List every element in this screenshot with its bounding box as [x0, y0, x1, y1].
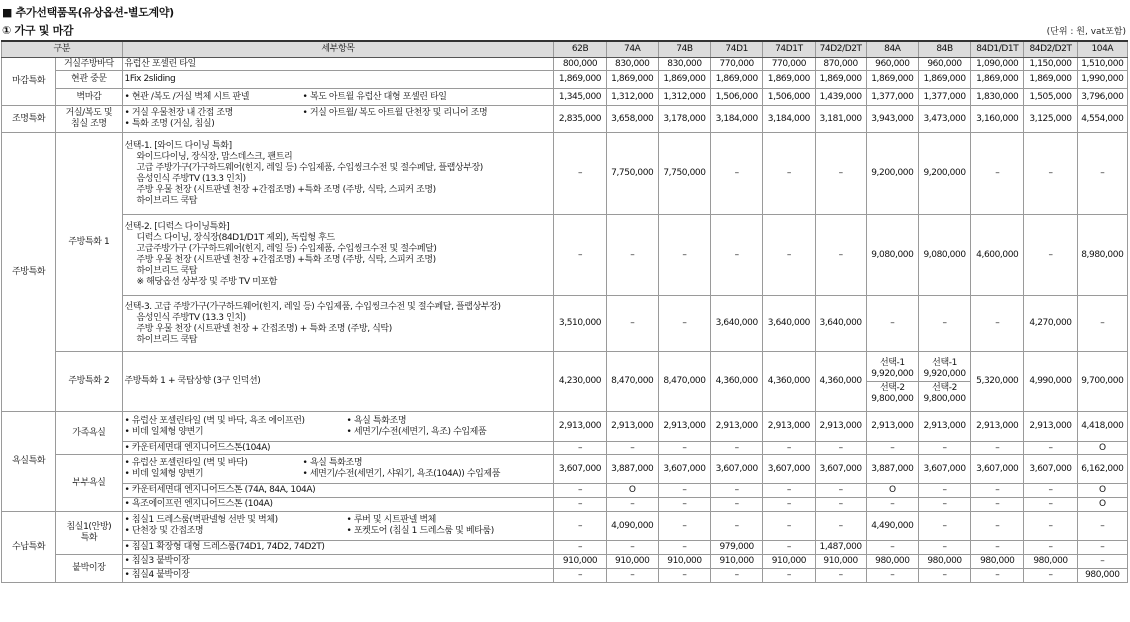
price-cell: – [711, 498, 763, 512]
price-cell: – [866, 541, 918, 555]
options-table [1, 40, 1128, 583]
detail-cell [122, 89, 554, 106]
detail-cell [122, 296, 554, 352]
table-row [2, 71, 1128, 89]
price-cell: – [815, 498, 866, 512]
price-cell: – [971, 296, 1024, 352]
price-cell: 1,869,000 [918, 71, 970, 89]
price-cell: 980,000 [1024, 555, 1077, 569]
price-cell: – [1024, 569, 1077, 583]
price-cell: 3,184,000 [711, 106, 763, 133]
price-cell: 1,869,000 [1024, 71, 1077, 89]
subcategory-cell: 주방특화 2 [56, 352, 122, 412]
price-cell: 9,080,000 [866, 215, 918, 296]
price-cell: 980,000 [971, 555, 1024, 569]
price-cell: 8,980,000 [1077, 215, 1127, 296]
table-row [2, 106, 1128, 133]
price-cell: 1,505,000 [1024, 89, 1077, 106]
table-row [2, 296, 1128, 352]
price-cell: 3,640,000 [815, 296, 866, 352]
price-cell: 980,000 [1077, 569, 1127, 583]
detail-line: 와이드다이닝, 장식장, 맘스데스크, 팬트리 [136, 151, 293, 162]
price-cell: – [658, 215, 710, 296]
detail-line: • 세면기/수전(세면기, 샤워기, 욕조(104A)) 수입제품 [302, 469, 501, 479]
price-cell: 2,913,000 [606, 412, 658, 442]
price-cell: – [711, 133, 763, 215]
price-cell: – [554, 541, 606, 555]
detail-line: 주방 우물 천장 (시트판넬 천장 + 간접조명) + 특화 조명 (주방, 식탁) [136, 323, 392, 334]
table-row [2, 498, 1128, 512]
category-cell: 마감특화 [2, 58, 56, 106]
price-cell: 2,913,000 [658, 412, 710, 442]
price-cell: – [554, 498, 606, 512]
price-cell: 1,487,000 [815, 541, 866, 555]
price-cell: 770,000 [711, 58, 763, 71]
price-cell: 3,178,000 [658, 106, 710, 133]
price-cell: 2,835,000 [554, 106, 606, 133]
price-cell: 1,439,000 [815, 89, 866, 106]
price-cell: 3,473,000 [918, 106, 970, 133]
price-cell: – [918, 498, 970, 512]
price-cell: 960,000 [866, 58, 918, 71]
price-cell: – [918, 442, 970, 455]
price-cell: 870,000 [815, 58, 866, 71]
price-cell: 2,913,000 [971, 412, 1024, 442]
price-cell: – [763, 484, 815, 498]
detail-cell [122, 133, 554, 215]
price-cell: 1,312,000 [658, 89, 710, 106]
detail-line: • 비데 일체형 양변기 [124, 426, 204, 437]
price-cell: 7,750,000 [606, 133, 658, 215]
detail-cell: • 카운터세면대 엔지니어드스톤(104A) [122, 442, 554, 455]
detail-line: • 유럽산 포셀린타일 (벽 및 바닥, 욕조 에이프런) [124, 415, 305, 426]
price-cell: – [606, 498, 658, 512]
table-row [2, 133, 1128, 215]
price-cell: 910,000 [711, 555, 763, 569]
detail-line: 음성인식 주방TV (13.3 인치) [136, 312, 246, 323]
subcategory-cell: 벽마감 [56, 89, 122, 106]
detail-cell [122, 106, 554, 133]
detail-line: • 단천장 및 간접조명 [124, 526, 204, 536]
price-cell: 910,000 [658, 555, 710, 569]
price-cell: O [866, 484, 918, 498]
price-cell: 4,490,000 [866, 512, 918, 541]
price-cell: 7,750,000 [658, 133, 710, 215]
price-cell: 1,506,000 [763, 89, 815, 106]
table-row [2, 412, 1128, 442]
price-cell: – [711, 569, 763, 583]
table-row [2, 89, 1128, 106]
price-cell: – [866, 498, 918, 512]
subcategory-cell: 현관 중문 [56, 71, 122, 89]
detail-line: • 거실 아트월/ 복도 아트월 단천장 및 리니어 조명 [302, 108, 488, 118]
price-cell: 3,640,000 [763, 296, 815, 352]
table-row [2, 455, 1128, 484]
price-cell: – [1024, 484, 1077, 498]
price-cell: 1,345,000 [554, 89, 606, 106]
table-row [2, 58, 1128, 71]
table-row [2, 215, 1128, 296]
price-cell: – [1024, 215, 1077, 296]
price-cell: – [554, 442, 606, 455]
price-cell: – [1077, 541, 1127, 555]
detail-line: 선택-1. [와이드 다이닝 특화] [124, 140, 232, 151]
detail-cell: 유럽산 포셀린 타일 [122, 58, 554, 71]
header-type: 74A [606, 41, 658, 58]
header-category: 구분 [2, 41, 123, 58]
price-cell: – [918, 296, 970, 352]
detail-cell [122, 215, 554, 296]
price-cell: 1,150,000 [1024, 58, 1077, 71]
detail-cell: • 욕조에이프런 엔지니어드스톤 (104A) [122, 498, 554, 512]
price-cell: – [1024, 498, 1077, 512]
price-cell: – [1024, 133, 1077, 215]
price-cell: – [763, 498, 815, 512]
category-cell: 수납특화 [2, 512, 56, 583]
price-cell: – [711, 442, 763, 455]
price-cell: 2,913,000 [763, 412, 815, 442]
price-cell: – [866, 296, 918, 352]
detail-cell [122, 455, 554, 484]
table-row [2, 442, 1128, 455]
price-cell: – [866, 569, 918, 583]
price-cell: – [606, 569, 658, 583]
detail-line: • 세면기/수전(세면기, 욕조) 수입제품 [346, 426, 487, 437]
price-cell: 1,377,000 [918, 89, 970, 106]
detail-line: 하이브리드 쿡탑 [136, 195, 198, 206]
header-type: 74D1T [763, 41, 815, 58]
price-cell: 1,869,000 [866, 71, 918, 89]
price-cell: – [606, 541, 658, 555]
price-cell: 1,869,000 [763, 71, 815, 89]
price-cell: 3,796,000 [1077, 89, 1127, 106]
price-cell: 4,360,000 [711, 352, 763, 412]
price-cell: – [711, 512, 763, 541]
price-cell: 3,640,000 [711, 296, 763, 352]
price-cell: – [711, 484, 763, 498]
price-cell: 4,360,000 [815, 352, 866, 412]
detail-line: 하이브리드 쿡탑 [136, 266, 198, 276]
table-row [2, 541, 1128, 555]
price-cell: 4,990,000 [1024, 352, 1077, 412]
detail-line: 하이브리드 쿡탑 [136, 334, 198, 345]
price-cell: 3,160,000 [971, 106, 1024, 133]
detail-line: 선택-3. 고급 주방가구(가구하드웨어(힌지, 레일 등) 수입제품, 수입씽크수전 및 절수페달, 플랩상부장) [124, 301, 501, 312]
option-price: 선택-2 9,800,000 [871, 383, 914, 404]
price-cell: – [763, 442, 815, 455]
price-cell: – [606, 296, 658, 352]
header-type: 74B [658, 41, 710, 58]
price-cell: – [658, 498, 710, 512]
price-cell: 3,607,000 [815, 455, 866, 484]
price-cell: 4,600,000 [971, 215, 1024, 296]
category-cell: 욕실특화 [2, 412, 56, 512]
detail-line: • 루버 및 시트판넬 벽체 [346, 515, 436, 525]
price-cell: 910,000 [763, 555, 815, 569]
subcategory-cell: 부부욕실 [56, 455, 122, 512]
detail-cell: • 침실3 붙박이장 [122, 555, 554, 569]
price-cell: – [918, 512, 970, 541]
price-cell: – [763, 569, 815, 583]
price-cell: 3,510,000 [554, 296, 606, 352]
price-cell: 3,607,000 [918, 455, 970, 484]
price-cell: 1,090,000 [971, 58, 1024, 71]
price-cell: 1,869,000 [971, 71, 1024, 89]
price-cell: 1,869,000 [658, 71, 710, 89]
table-row [2, 352, 1128, 412]
header-detail: 세부항목 [122, 41, 554, 58]
price-cell: – [658, 512, 710, 541]
price-cell: 3,181,000 [815, 106, 866, 133]
price-cell: – [1077, 296, 1127, 352]
price-cell: 4,090,000 [606, 512, 658, 541]
detail-line: 음성인식 주방TV (13.3 인치) [136, 173, 246, 184]
price-cell: 1,869,000 [554, 71, 606, 89]
price-cell: 910,000 [606, 555, 658, 569]
price-cell: – [554, 512, 606, 541]
header-type: 84D2/D2T [1024, 41, 1077, 58]
price-cell: – [554, 484, 606, 498]
price-cell: – [918, 541, 970, 555]
price-cell: O [1077, 498, 1127, 512]
price-cell: 4,418,000 [1077, 412, 1127, 442]
price-cell: – [711, 215, 763, 296]
price-cell: 9,200,000 [918, 133, 970, 215]
price-cell: – [815, 442, 866, 455]
price-cell: – [918, 569, 970, 583]
subcategory-cell: 주방특화 1 [56, 133, 122, 352]
detail-line: • 침실1 드레스룸(벽판넬형 선반 및 벽체) [124, 515, 278, 525]
header-type: 74D2/D2T [815, 41, 866, 58]
page-title: ■ 추가선택품목(유상옵션-별도계약) [2, 6, 174, 19]
table-row [2, 512, 1128, 541]
price-cell: – [1024, 442, 1077, 455]
header-type: 84A [866, 41, 918, 58]
price-cell: 3,125,000 [1024, 106, 1077, 133]
detail-line: 고급 주방가구(가구하드웨어(힌지, 레일 등) 수입제품, 수입씽크수전 및 절수페달, 플랩상부장) [136, 162, 483, 173]
price-cell: 3,607,000 [711, 455, 763, 484]
detail-line: • 복도 아트월 유럽산 대형 포셀린 타일 [302, 91, 447, 102]
price-cell: 1,869,000 [606, 71, 658, 89]
price-cell: 960,000 [918, 58, 970, 71]
price-cell: 6,162,000 [1077, 455, 1127, 484]
option-price: 선택-1 9,920,000 [867, 358, 918, 382]
price-cell: 1,869,000 [815, 71, 866, 89]
price-cell: 1,312,000 [606, 89, 658, 106]
subcategory-cell: 거실주방바닥 [56, 58, 122, 71]
detail-line: • 현관 /복도 /거실 벽체 시트 판넬 [124, 91, 249, 102]
price-cell: – [658, 569, 710, 583]
price-cell: – [606, 215, 658, 296]
price-cell: – [554, 133, 606, 215]
detail-line: ※ 해당옵션 상부장 및 주방 TV 미포함 [136, 277, 278, 287]
price-cell: – [815, 484, 866, 498]
detail-line: • 비데 일체형 양변기 [124, 469, 204, 479]
subcategory-cell: 붙박이장 [56, 555, 122, 583]
price-cell: 4,554,000 [1077, 106, 1127, 133]
price-cell: 910,000 [815, 555, 866, 569]
price-cell: O [1077, 442, 1127, 455]
price-cell: 3,184,000 [763, 106, 815, 133]
detail-line: • 유럽산 포셀린타일 (벽 및 바닥) [124, 458, 248, 468]
price-cell: 2,913,000 [918, 412, 970, 442]
category-cell: 조명특화 [2, 106, 56, 133]
detail-cell: • 침실4 붙박이장 [122, 569, 554, 583]
detail-cell: 주방특화 1 + 쿡탑상향 (3구 인덕션) [122, 352, 554, 412]
price-cell: – [606, 442, 658, 455]
detail-line: • 욕실 특화조명 [346, 415, 407, 426]
price-cell: 770,000 [763, 58, 815, 71]
price-cell: – [971, 484, 1024, 498]
price-cell: – [971, 512, 1024, 541]
price-cell: 1,506,000 [711, 89, 763, 106]
price-cell: – [554, 569, 606, 583]
price-cell: – [1024, 541, 1077, 555]
subcategory-cell: 거실/복도 및 침실 조명 [56, 106, 122, 133]
option-price: 선택-1 9,920,000 [919, 358, 970, 382]
price-cell: 910,000 [554, 555, 606, 569]
price-cell: 9,080,000 [918, 215, 970, 296]
price-cell: – [1077, 555, 1127, 569]
price-cell: – [918, 484, 970, 498]
price-cell: – [815, 215, 866, 296]
price-cell: – [1024, 512, 1077, 541]
price-cell: – [971, 442, 1024, 455]
price-cell: 8,470,000 [606, 352, 658, 412]
section-subtitle: ① 가구 및 마감 [2, 24, 74, 37]
price-cell: – [815, 133, 866, 215]
table-row [2, 484, 1128, 498]
option-price: 선택-2 9,800,000 [923, 383, 966, 404]
price-cell: 2,913,000 [554, 412, 606, 442]
header-type: 104A [1077, 41, 1127, 58]
price-cell: – [971, 541, 1024, 555]
detail-line: 선택-2. [디럭스 다이닝특화] [124, 222, 230, 232]
price-cell: 2,913,000 [711, 412, 763, 442]
price-cell: 3,607,000 [763, 455, 815, 484]
detail-cell: 1Fix 2sliding [122, 71, 554, 89]
price-cell: 830,000 [658, 58, 710, 71]
price-cell: 800,000 [554, 58, 606, 71]
detail-line: • 특화 조명 (거실, 침실) [124, 119, 215, 129]
price-cell: 3,658,000 [606, 106, 658, 133]
price-cell: 1,830,000 [971, 89, 1024, 106]
detail-line: 디럭스 다이닝, 장식장(84D1/D1T 제외), 독립형 후드 [136, 233, 335, 243]
price-cell: 5,320,000 [971, 352, 1024, 412]
header-type: 74D1 [711, 41, 763, 58]
price-cell: 9,700,000 [1077, 352, 1127, 412]
price-cell: 4,230,000 [554, 352, 606, 412]
price-cell: – [658, 296, 710, 352]
detail-line: 주방 우물 천장 (시트판넬 천장 +간접조명) +특화 조명 (주방, 식탁, 스피커 조명) [136, 184, 436, 195]
subcategory-cell: 침실1(안방) 특화 [56, 512, 122, 555]
price-cell: 980,000 [866, 555, 918, 569]
price-cell: 2,913,000 [1024, 412, 1077, 442]
price-cell: 1,869,000 [711, 71, 763, 89]
price-cell: 9,200,000 [866, 133, 918, 215]
price-cell: – [658, 484, 710, 498]
price-cell: 3,887,000 [606, 455, 658, 484]
price-cell: – [763, 541, 815, 555]
header-type: 84D1/D1T [971, 41, 1024, 58]
price-cell: 3,607,000 [971, 455, 1024, 484]
detail-line: • 포켓도어 (침실 1 드레스룸 및 베타룸) [346, 526, 494, 536]
price-cell: – [554, 215, 606, 296]
price-cell: – [815, 512, 866, 541]
price-cell [866, 352, 918, 412]
price-cell: – [658, 442, 710, 455]
price-cell: O [1077, 484, 1127, 498]
price-cell: 830,000 [606, 58, 658, 71]
detail-line: • 거실 우물천장 내 간접 조명 [124, 108, 233, 118]
category-cell: 주방특화 [2, 133, 56, 412]
price-cell: – [815, 569, 866, 583]
price-cell: – [971, 498, 1024, 512]
price-cell: 3,943,000 [866, 106, 918, 133]
price-cell: 3,607,000 [658, 455, 710, 484]
price-cell: 1,377,000 [866, 89, 918, 106]
price-cell: – [658, 541, 710, 555]
price-cell: – [971, 569, 1024, 583]
header-row [2, 41, 1128, 58]
price-cell: 3,607,000 [1024, 455, 1077, 484]
price-cell: – [1077, 512, 1127, 541]
price-cell [918, 352, 970, 412]
price-cell: – [866, 442, 918, 455]
header-type: 84B [918, 41, 970, 58]
price-cell: 2,913,000 [815, 412, 866, 442]
price-cell: 4,270,000 [1024, 296, 1077, 352]
price-cell: 2,913,000 [866, 412, 918, 442]
detail-cell [122, 512, 554, 541]
detail-cell [122, 412, 554, 442]
detail-line: • 욕실 특화조명 [302, 458, 363, 468]
subcategory-cell: 가족욕실 [56, 412, 122, 455]
price-cell: – [763, 215, 815, 296]
price-cell: 8,470,000 [658, 352, 710, 412]
price-cell: O [606, 484, 658, 498]
price-cell: 3,607,000 [554, 455, 606, 484]
table-row [2, 569, 1128, 583]
price-cell: – [971, 133, 1024, 215]
price-cell: 979,000 [711, 541, 763, 555]
price-cell: 980,000 [918, 555, 970, 569]
price-cell: 4,360,000 [763, 352, 815, 412]
price-cell: – [763, 512, 815, 541]
price-cell: 3,887,000 [866, 455, 918, 484]
unit-note: (단위 : 원, vat포함) [1046, 27, 1126, 37]
price-cell: – [1077, 133, 1127, 215]
header-type: 62B [554, 41, 606, 58]
detail-line: 주방 우물 천장 (시트판넬 천장 +간접조명) +특화 조명 (주방, 식탁, 스피커 조명) [136, 255, 436, 265]
detail-cell: • 카운터세면대 엔지니어드스톤 (74A, 84A, 104A) [122, 484, 554, 498]
price-cell: 1,990,000 [1077, 71, 1127, 89]
table-row [2, 555, 1128, 569]
price-cell: – [763, 133, 815, 215]
detail-cell: • 침실1 확장형 대형 드레스룸(74D1, 74D2, 74D2T) [122, 541, 554, 555]
detail-line: 고급주방가구 (가구하드웨어(힌지, 레일 등) 수입제품, 수입씽크수전 및 절수페달) [136, 244, 437, 254]
price-cell: 1,510,000 [1077, 58, 1127, 71]
